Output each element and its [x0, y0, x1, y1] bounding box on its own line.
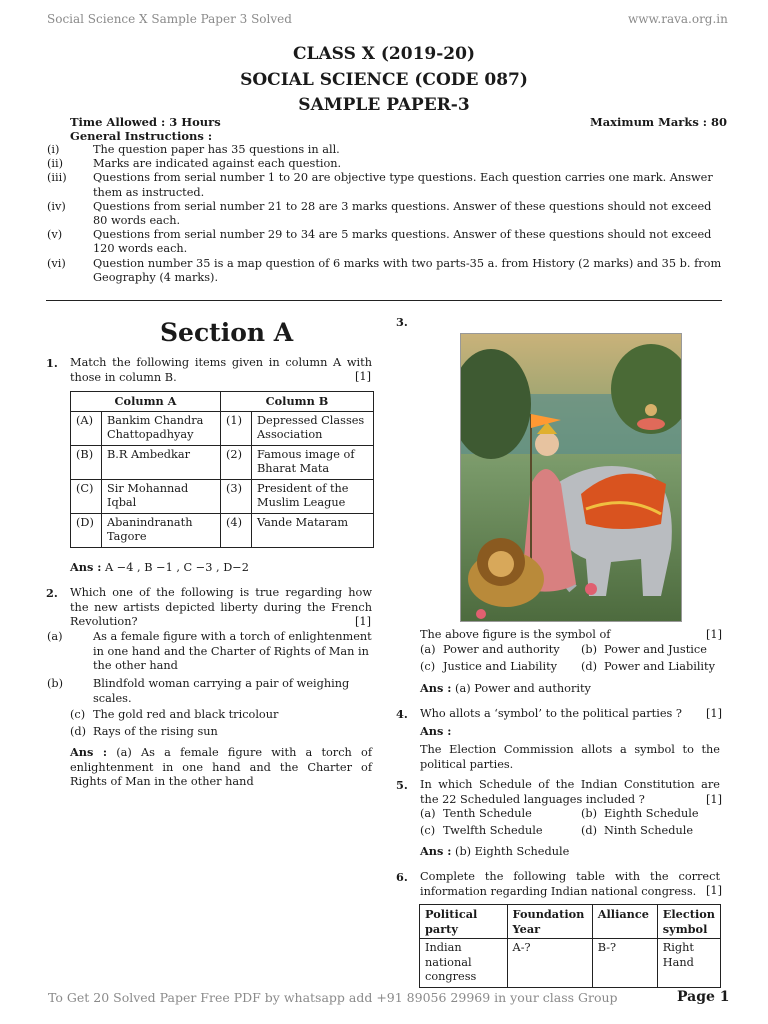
q4-mark: [1]: [706, 707, 723, 720]
q4-answer: The Election Commission allots a symbol to the political parties.: [420, 743, 720, 771]
q3-number: 3.: [396, 315, 408, 329]
column-a-header: Column A: [71, 392, 221, 412]
painting-illustration: [461, 334, 681, 621]
running-header-right: www.rava.org.in: [628, 12, 728, 26]
q5-option-c: (c) Twelfth Schedule: [420, 824, 543, 837]
bharat-mata-painting: [460, 333, 682, 622]
table-row: (C) Sir Mohannad Iqbal (3) President of the Muslim League: [71, 479, 374, 513]
q4-answer-label: Ans :: [420, 724, 452, 738]
q5-option-a: (a) Tenth Schedule: [420, 807, 532, 820]
q3-option-b: (b) Power and Justice: [581, 643, 707, 656]
q6-number: 6.: [396, 870, 408, 884]
q6-party-table: [419, 904, 721, 988]
instruction-item: (iii) Questions from serial number 1 to 20 are objective type questions. Each question carries one mark. Answer them as instructed.: [47, 171, 713, 199]
table-row: Indian national congress A-? B-? Right Hand: [420, 939, 721, 988]
q2-mark: [1]: [355, 615, 372, 628]
q3-text: The above figure is the symbol of: [420, 628, 611, 641]
q5-mark: [1]: [706, 793, 723, 806]
q5-number: 5.: [396, 778, 408, 792]
general-instructions-label: General Instructions :: [70, 129, 213, 143]
q6-mark: [1]: [706, 884, 723, 897]
table-row: (A) Bankim Chandra Chattopadhyay (1) Depressed Classes Association: [71, 411, 374, 445]
q1-answer: Ans : A −4 , B −1 , C −3 , D−2: [70, 560, 249, 574]
q2-option-c: (c) The gold red and black tricolour: [70, 708, 279, 721]
q5-text: In which Schedule of the Indian Constitution are the 22 Scheduled languages included ?: [420, 778, 720, 806]
q2-option-b: (b) Blindfold woman carrying a pair of weighing scales.: [47, 677, 350, 705]
q1-mark: [1]: [355, 370, 372, 383]
q5-option-d: (d) Ninth Schedule: [581, 824, 694, 837]
table-header-row: Political party Foundation Year Alliance Election symbol: [420, 905, 721, 939]
footer-promo: To Get 20 Solved Paper Free PDF by whatsapp add +91 89056 29969 in your class Group: [48, 990, 618, 1005]
class-title: CLASS X (2019-20): [293, 44, 475, 64]
q1-text: Match the following items given in column A with those in column B.: [70, 356, 372, 384]
instruction-item: (vi) Question number 35 is a map question of 6 marks with two parts-35 a. from History (2 marks) and 35 b. from Geography (4 marks).: [47, 256, 722, 284]
section-heading: Section A: [160, 318, 294, 347]
q1-match-table: [70, 391, 374, 548]
q3-answer: Ans : (a) Power and authority: [420, 681, 591, 695]
table-row: (D) Abanindranath Tagore (4) Vande Mataram: [71, 513, 374, 547]
q6-text: Complete the following table with the correct information regarding Indian national congress.: [420, 870, 720, 898]
divider: [46, 300, 722, 301]
q2-option-a: (a) As a female figure with a torch of enlightenment in one hand and the Charter of Rights of Man in the other hand: [47, 630, 372, 673]
instruction-item: (v) Questions from serial number 29 to 34 are 5 marks questions. Answer of these questions should not exceed 120 words each.: [47, 228, 712, 256]
time-allowed: Time Allowed : 3 Hours: [70, 115, 221, 129]
q3-mark: [1]: [706, 628, 723, 641]
q5-answer: Ans : (b) Eighth Schedule: [420, 844, 570, 858]
instruction-item: (iv) Questions from serial number 21 to 28 are 3 marks questions. Answer of these questions should not exceed 80 words each.: [47, 199, 712, 228]
paper-title: SAMPLE PAPER-3: [298, 95, 470, 115]
q2-number: 2.: [46, 586, 58, 600]
q2-option-d: (d) Rays of the rising sun: [70, 725, 218, 738]
q3-option-a: (a) Power and authority: [420, 643, 560, 656]
instructions-list: [47, 143, 722, 285]
subject-title: SOCIAL SCIENCE (CODE 087): [240, 70, 528, 90]
q3-option-c: (c) Justice and Liability: [420, 660, 558, 673]
q4-text: Who allots a ‘symbol’ to the political parties ?: [420, 707, 682, 720]
q5-option-b: (b) Eighth Schedule: [581, 807, 699, 820]
instruction-item: (i) The question paper has 35 questions in all.: [47, 143, 340, 156]
q2-answer: Ans : (a) As a female figure with a torch of enlightenment in one hand and the Charter of Rights of Man in the other hand: [70, 745, 372, 789]
instruction-item: (ii) Marks are indicated against each question.: [47, 157, 342, 171]
running-header-left: Social Science X Sample Paper 3 Solved: [47, 12, 292, 26]
q2-text: Which one of the following is true regarding how the new artists depicted liberty during the French Revolution?: [70, 586, 372, 629]
q1-number: 1.: [46, 356, 58, 370]
page-number: Page 1: [677, 989, 730, 1005]
q4-number: 4.: [396, 707, 408, 721]
column-b-header: Column B: [221, 392, 374, 412]
maximum-marks: Maximum Marks : 80: [590, 115, 728, 129]
table-row: (B) B.R Ambedkar (2) Famous image of Bharat Mata: [71, 445, 374, 479]
q3-option-d: (d) Power and Liability: [581, 660, 715, 673]
